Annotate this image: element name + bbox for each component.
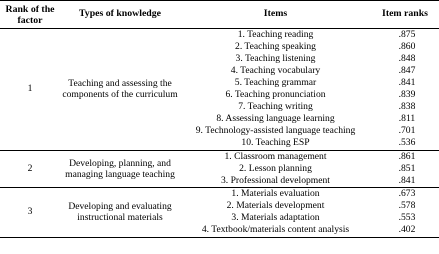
item-name: 4. Textbook/materials content analysis	[201, 224, 350, 236]
item-name: 1. Classroom management	[224, 150, 327, 162]
item-rank-value: .861	[398, 150, 416, 162]
factor-type: Developing, planning, and managing language teaching	[65, 158, 175, 181]
header-types: Types of knowledge	[78, 8, 161, 20]
item-name: 1. Materials evaluation	[231, 187, 320, 199]
item-name: 3. Professional development	[221, 174, 330, 186]
item-rank-value: .536	[398, 137, 416, 149]
item-rank-value: .851	[398, 162, 416, 174]
item-rank-value: .847	[398, 64, 416, 76]
header-items: Items	[263, 8, 288, 20]
item-rank-value: .578	[398, 199, 416, 211]
header-item-ranks: Item ranks	[382, 8, 428, 20]
factor-group-3	[0, 188, 439, 237]
table-row	[0, 150, 439, 163]
table-row	[0, 188, 439, 201]
factor-group-1	[0, 29, 439, 151]
factor-rank: 3	[27, 206, 33, 217]
item-rank-value: .860	[398, 40, 416, 52]
factor-group-2	[0, 150, 439, 187]
item-name: 3. Teaching listening	[235, 52, 316, 64]
item-name: 8. Assessing language learning	[216, 113, 335, 125]
item-name: 3. Materials adaptation	[231, 212, 320, 224]
item-rank-value: .875	[398, 28, 416, 40]
item-name: 4. Teaching vocabulary	[230, 64, 321, 76]
factor-rank: 1	[27, 83, 33, 95]
item-name: 2. Lesson planning	[239, 162, 312, 174]
item-rank-value: .838	[398, 101, 416, 113]
item-rank-value: .811	[398, 113, 416, 125]
item-name: 9. Technology-assisted language teaching	[195, 125, 356, 137]
item-rank-value: .402	[398, 224, 416, 236]
item-name: 1. Teaching reading	[237, 28, 314, 40]
item-name: 6. Teaching pronunciation	[225, 89, 326, 101]
item-name: 10. Teaching ESP	[241, 137, 310, 149]
item-rank-value: .701	[398, 125, 416, 137]
item-rank-value: .841	[398, 174, 416, 186]
header-row	[0, 1, 439, 29]
item-rank-value: .839	[398, 89, 416, 101]
header-rank: Rank of the factor	[5, 3, 55, 26]
item-rank-value: .553	[398, 212, 416, 224]
factor-rank: 2	[27, 162, 33, 174]
item-rank-value: .841	[398, 77, 416, 89]
item-name: 5. Teaching grammar	[234, 77, 317, 89]
item-name: 7. Teaching writing	[238, 101, 313, 113]
item-name: 2. Teaching speaking	[235, 40, 316, 52]
table-row	[0, 29, 439, 42]
factor-type: Developing and evaluating instructional materials	[68, 201, 172, 224]
item-rank-value: .848	[398, 52, 416, 64]
factor-type: Teaching and assessing the components of the curriculum	[62, 78, 178, 101]
table-header	[0, 1, 439, 29]
item-rank-value: .673	[398, 187, 416, 199]
item-name: 2. Materials development	[226, 199, 325, 211]
